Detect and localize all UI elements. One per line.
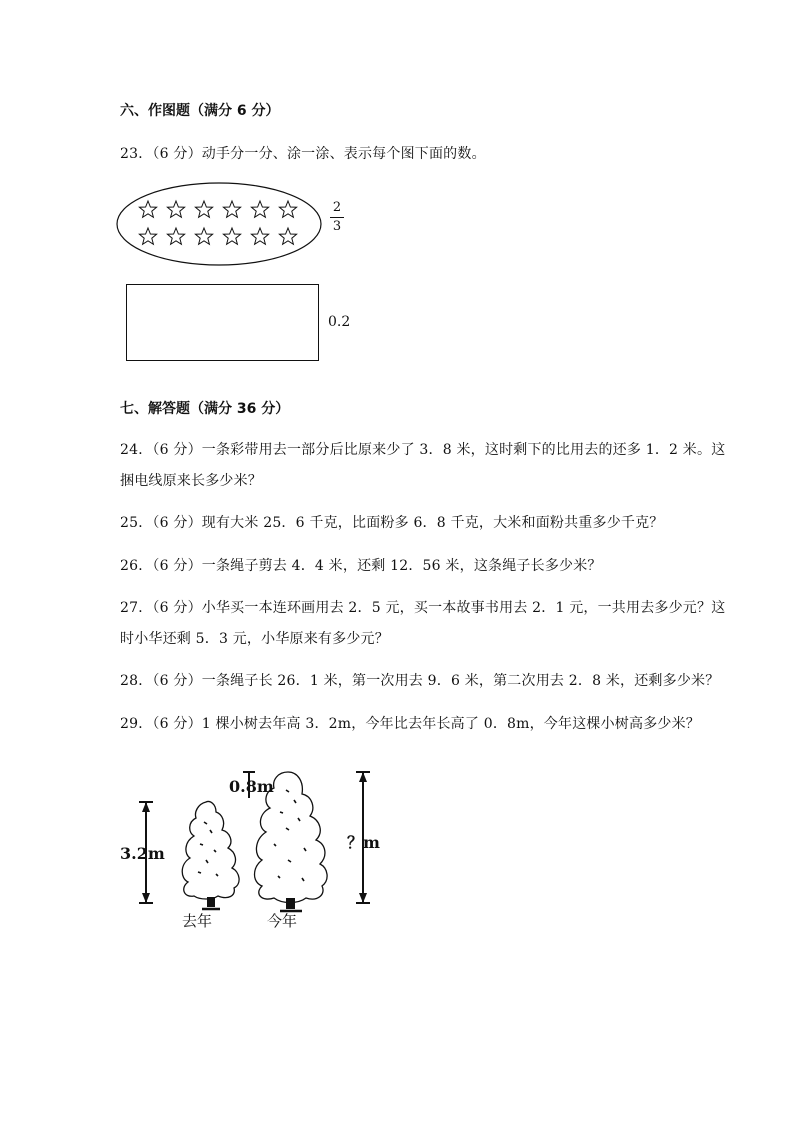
question-26: 26．（6 分）一条绳子剪去 4．4 米，还剩 12．56 米，这条绳子长多少米？ bbox=[120, 558, 602, 574]
star-icon bbox=[251, 201, 268, 217]
star-icon bbox=[139, 228, 156, 244]
question-29: 29．（6 分）1 棵小树去年高 3．2m，今年比去年长高了 0．8m，今年这棵小树高多少米？ bbox=[120, 716, 701, 732]
question-23: 23．（6 分）动手分一分、涂一涂、表示每个图下面的数。 bbox=[120, 146, 486, 162]
fraction-two-thirds bbox=[330, 200, 344, 235]
star-icon bbox=[279, 201, 296, 217]
fraction-denominator: 3 bbox=[332, 219, 342, 234]
star-icon bbox=[223, 228, 240, 244]
star-icon bbox=[195, 228, 212, 244]
star-ellipse-figure bbox=[115, 180, 325, 270]
star-icon bbox=[195, 201, 212, 217]
question-28: 28．（6 分）一条绳子长 26．1 米，第一次用去 9．6 米，第二次用去 2．8 米，还剩多少米？ bbox=[120, 673, 720, 689]
section-7-heading: 七、解答题（满分 36 分） bbox=[120, 401, 290, 417]
fraction-numerator: 2 bbox=[332, 200, 342, 215]
question-25: 25．（6 分）现有大米 25．6 千克，比面粉多 6．8 千克，大米和面粉共重多少千克？ bbox=[120, 515, 664, 531]
tree-height-figure bbox=[118, 760, 398, 935]
question-24-line1: 24．（6 分）一条彩带用去一部分后比原来少了 3．8 米，这时剩下的比用去的还多 1．2 米。这 bbox=[120, 442, 726, 458]
section-6-heading: 六、作图题（满分 6 分） bbox=[120, 103, 280, 119]
question-27-line2: 时小华还剩 5．3 元，小华原来有多少元？ bbox=[120, 631, 389, 647]
star-icon bbox=[167, 201, 184, 217]
label-last-year-height: 3.2m bbox=[120, 844, 165, 863]
caption-this-year: 今年 bbox=[267, 912, 298, 930]
label-total-height: ？m bbox=[347, 833, 380, 852]
empty-rectangle-figure bbox=[126, 284, 319, 361]
caption-last-year: 去年 bbox=[182, 912, 213, 930]
star-icon bbox=[251, 228, 268, 244]
star-icon bbox=[279, 228, 296, 244]
tree-last-year-icon bbox=[182, 801, 239, 909]
fraction-bar bbox=[330, 217, 344, 218]
star-icon bbox=[167, 228, 184, 244]
label-growth: 0.8m bbox=[229, 777, 274, 796]
question-27-line1: 27．（6 分）小华买一本连环画用去 2．5 元，买一本故事书用去 2．1 元，一共用去多少元？这 bbox=[120, 600, 726, 616]
decimal-label: 0.2 bbox=[328, 314, 351, 330]
star-icon bbox=[223, 201, 240, 217]
star-icon bbox=[139, 201, 156, 217]
question-24-line2: 捆电线原来长多少米？ bbox=[120, 473, 262, 489]
